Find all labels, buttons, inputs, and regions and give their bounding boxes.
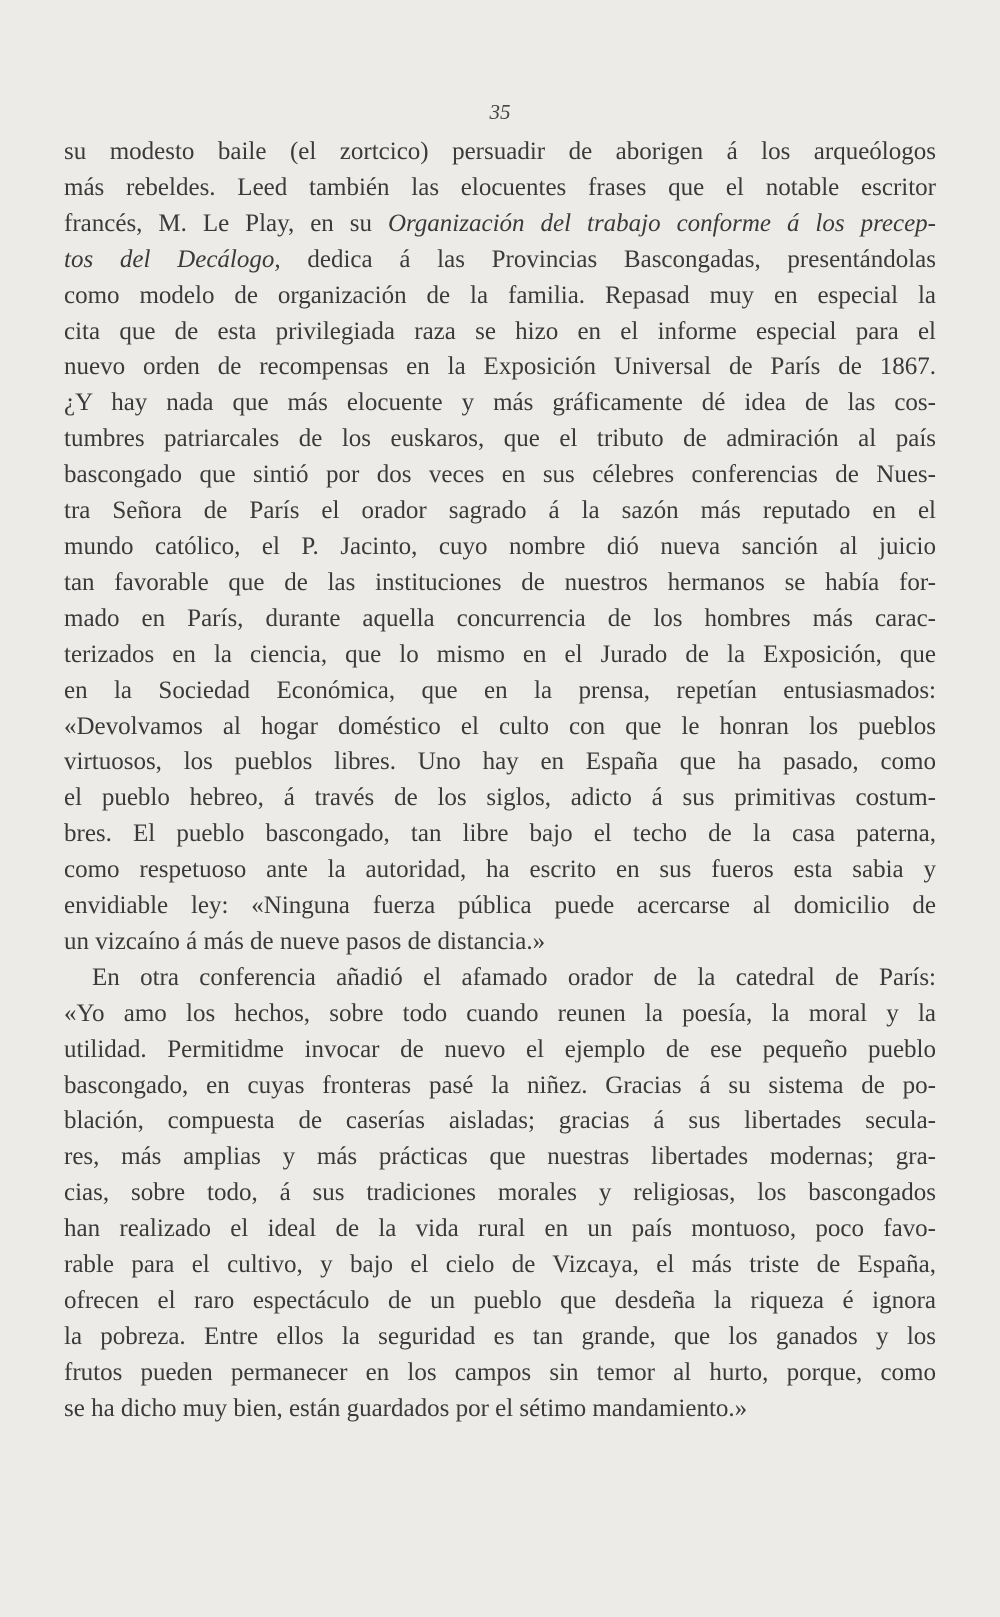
text-line: envidiable ley: «Ninguna fuerza pública puede acercarse al domicilio de bbox=[64, 892, 936, 920]
body-text bbox=[64, 134, 936, 1427]
text-line: nuevo orden de recompensas en la Exposición Universal de París de 1867. bbox=[64, 353, 936, 381]
text-line: rable para el cultivo, y bajo el cielo de Vizcaya, el más triste de España, bbox=[64, 1251, 936, 1279]
text-line: blación, compuesta de caserías aisladas; gracias á sus libertades secula- bbox=[64, 1107, 936, 1135]
text-line: tan favorable que de las instituciones de nuestros hermanos se había for- bbox=[64, 568, 936, 596]
paragraph bbox=[64, 960, 936, 1427]
text-line: res, más amplias y más prácticas que nuestras libertades modernas; gra- bbox=[64, 1143, 936, 1171]
text-line: tra Señora de París el orador sagrado á la sazón más reputado en el bbox=[64, 497, 936, 525]
text-line: virtuosos, los pueblos libres. Uno hay en España que ha pasado, como bbox=[64, 748, 936, 776]
text-line: «Devolvamos al hogar doméstico el culto con que le honran los pueblos bbox=[64, 712, 936, 740]
text-line: «Yo amo los hechos, sobre todo cuando reunen la poesía, la moral y la bbox=[64, 999, 936, 1027]
italic-title: tos del Decálogo, bbox=[64, 245, 281, 273]
text-line bbox=[64, 206, 936, 242]
text-line: terizados en la ciencia, que lo mismo en el Jurado de la Exposición, que bbox=[64, 640, 936, 668]
text-line: en la Sociedad Económica, que en la prensa, repetían entusiasmados: bbox=[64, 676, 936, 704]
text-segment: dedica á las Provincias Bascongadas, presentándolas bbox=[280, 245, 936, 273]
text-segment: francés, M. Le Play, en su bbox=[64, 209, 388, 237]
text-line: cita que de esta privilegiada raza se hizo en el informe especial para el bbox=[64, 317, 936, 345]
text-line: bascongado que sintió por dos veces en sus célebres conferencias de Nues- bbox=[64, 461, 936, 489]
text-line: En otra conferencia añadió el afamado orador de la catedral de París: bbox=[92, 963, 936, 991]
text-line: tumbres patriarcales de los euskaros, que el tributo de admiración al país bbox=[64, 425, 936, 453]
text-line: más rebeldes. Leed también las elocuentes frases que el notable escritor bbox=[64, 173, 936, 201]
text-line: cias, sobre todo, á sus tradiciones morales y religiosas, los bascongados bbox=[64, 1179, 936, 1207]
text-line: bres. El pueblo bascongado, tan libre bajo el techo de la casa paterna, bbox=[64, 820, 936, 848]
text-line: como modelo de organización de la familia. Repasad muy en especial la bbox=[64, 281, 936, 309]
text-line: el pueblo hebreo, á través de los siglos, adicto á sus primitivas costum- bbox=[64, 784, 936, 812]
text-line bbox=[64, 242, 936, 278]
text-line: mundo católico, el P. Jacinto, cuyo nombre dió nueva sanción al juicio bbox=[64, 532, 936, 560]
text-line: bascongado, en cuyas fronteras pasé la niñez. Gracias á su sistema de po- bbox=[64, 1071, 936, 1099]
text-line: han realizado el ideal de la vida rural en un país montuoso, poco favo- bbox=[64, 1215, 936, 1243]
text-line: como respetuoso ante la autoridad, ha escrito en sus fueros esta sabia y bbox=[64, 856, 936, 884]
text-line: frutos pueden permanecer en los campos sin temor al hurto, porque, como bbox=[64, 1358, 936, 1386]
paragraph bbox=[64, 134, 936, 960]
text-line: mado en París, durante aquella concurrencia de los hombres más carac- bbox=[64, 604, 936, 632]
text-line: utilidad. Permitidme invocar de nuevo el ejemplo de ese pequeño pueblo bbox=[64, 1035, 936, 1063]
text-line: un vizcaíno á más de nueve pasos de distancia.» bbox=[64, 927, 546, 955]
text-line: la pobreza. Entre ellos la seguridad es tan grande, que los ganados y los bbox=[64, 1322, 936, 1350]
italic-title: Organización del trabajo conforme á los precep- bbox=[387, 209, 936, 237]
text-line: se ha dicho muy bien, están guardados por el sétimo mandamiento.» bbox=[64, 1394, 748, 1422]
text-line: ofrecen el raro espectáculo de un pueblo que desdeña la riqueza é ignora bbox=[64, 1287, 936, 1314]
text-line: ¿Y hay nada que más elocuente y más gráficamente dé idea de las cos- bbox=[64, 389, 936, 417]
text-line: su modesto baile (el zortcico) persuadir de aborigen á los arqueólogos bbox=[64, 138, 936, 165]
page-number: 35 bbox=[489, 100, 511, 124]
